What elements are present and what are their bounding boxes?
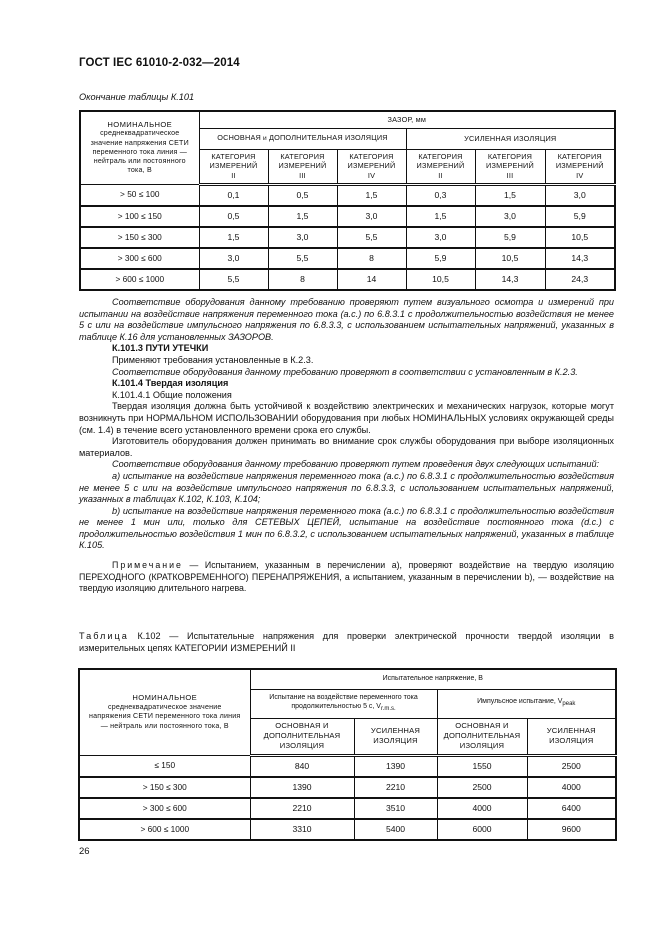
value-cell: 5,9: [406, 248, 475, 269]
subgroup-label: Испытание на воздействие переменного тока продолжительностью 5 с, V: [269, 693, 418, 710]
table-row: [80, 248, 615, 269]
subgroup-basic-supplementary: [199, 128, 406, 149]
value-cell: 1,5: [199, 227, 268, 248]
row-header-title: НОМИНАЛЬНОЕ: [132, 692, 198, 702]
row-header-title: НОМИНАЛЬНОЕ: [107, 120, 173, 130]
table-title-label: Таблица: [79, 631, 129, 641]
table-row: [80, 227, 615, 248]
value-cell: 14,3: [475, 269, 545, 290]
section-heading-k1013: К.101.3 ПУТИ УТЕЧКИ: [112, 343, 209, 354]
list-item-a: a) испытание на воздействие напряжения переменного тока (a.c.) по 6.8.3.1 с продолжительностью воздействия не менее 5 с или на воздействие импульсного напряжения по 6.8.3.3, с использованием испытательных напряжений, указанных в таблицах К.102, К.103, К.104;: [79, 470, 614, 505]
value-cell: 3,0: [475, 206, 545, 227]
group-header-clearance: ЗАЗОР, мм: [199, 111, 615, 128]
column-header: ОСНОВНАЯ И ДОПОЛНИТЕЛЬНАЯ ИЗОЛЯЦИЯ: [437, 718, 527, 755]
paragraph-manufacturer: Изготовитель оборудования должен принимать во внимание срок службы оборудования при выборе изоляционных материалов.: [79, 436, 614, 458]
value-cell: 1390: [354, 755, 437, 777]
table-k101: [79, 110, 616, 291]
table-row: [79, 819, 616, 840]
value-cell: 5,9: [475, 227, 545, 248]
value-cell: 0,5: [268, 184, 337, 206]
value-cell: 8: [337, 248, 406, 269]
column-header: КАТЕГОРИЯ ИЗМЕРЕНИЙ II: [199, 149, 268, 184]
column-header: ОСНОВНАЯ И ДОПОЛНИТЕЛЬНАЯ ИЗОЛЯЦИЯ: [250, 718, 354, 755]
table-row: [79, 777, 616, 798]
column-header: КАТЕГОРИЯ ИЗМЕРЕНИЙ II: [406, 149, 475, 184]
table-k102: [78, 668, 617, 841]
row-header-description: среднеквадратическое значение напряжения СЕТИ переменного тока линия — нейтраль или постоянного тока, В: [89, 702, 241, 731]
page-number: 26: [79, 846, 90, 857]
column-header: КАТЕГОРИЯ ИЗМЕРЕНИЙ IV: [337, 149, 406, 184]
section-heading-k1014: К.101.4 Твердая изоляция: [112, 378, 229, 389]
column-header: КАТЕГОРИЯ ИЗМЕРЕНИЙ III: [268, 149, 337, 184]
value-cell: 0,3: [406, 184, 475, 206]
value-cell: 5,5: [199, 269, 268, 290]
value-cell: 10,5: [545, 227, 615, 248]
voltage-cell: > 50 ≤ 100: [80, 184, 199, 206]
table-row: [80, 184, 615, 206]
subgroup-reinforced: УСИЛЕННАЯ ИЗОЛЯЦИЯ: [406, 128, 615, 149]
value-cell: 0,1: [199, 184, 268, 206]
body-text: [79, 297, 614, 595]
paragraph-requirements: Применяют требования установленные в К.2.3.: [112, 354, 314, 365]
table-row: [80, 269, 615, 290]
value-cell: 1,5: [268, 206, 337, 227]
value-cell: 10,5: [406, 269, 475, 290]
value-cell: 2210: [250, 798, 354, 819]
voltage-cell: > 100 ≤ 150: [80, 206, 199, 227]
subgroup-subscript: peak: [562, 701, 576, 708]
voltage-cell: > 300 ≤ 600: [79, 798, 250, 819]
value-cell: 2500: [437, 777, 527, 798]
value-cell: 14: [337, 269, 406, 290]
table-title-text: К.102 — Испытательные напряжения для проверки электрической прочности твердой изоляции в измерительных цепях КАТЕГОРИИ ИЗМЕРЕНИЙ II: [79, 631, 614, 653]
voltage-cell: > 300 ≤ 600: [80, 248, 199, 269]
value-cell: 9600: [527, 819, 616, 840]
value-cell: 1390: [250, 777, 354, 798]
value-cell: 6000: [437, 819, 527, 840]
value-cell: 14,3: [545, 248, 615, 269]
section-heading-k10141: К.101.4.1 Общие положения: [112, 389, 232, 400]
value-cell: 8: [268, 269, 337, 290]
value-cell: 1,5: [337, 184, 406, 206]
value-cell: 5,5: [268, 248, 337, 269]
value-cell: 5,5: [337, 227, 406, 248]
subgroup-subscript: r.m.s.: [380, 705, 396, 712]
voltage-cell: > 150 ≤ 300: [80, 227, 199, 248]
value-cell: 3,0: [545, 184, 615, 206]
value-cell: 3,0: [199, 248, 268, 269]
value-cell: 840: [250, 755, 354, 777]
subgroup-label: ОСНОВНАЯ: [217, 133, 261, 143]
voltage-cell: ≤ 150: [79, 755, 250, 777]
voltage-cell: > 600 ≤ 1000: [79, 819, 250, 840]
note-label: Примечание: [112, 560, 183, 571]
list-item-b: b) испытание на воздействие напряжения переменного тока (a.c.) по 6.8.3.1 с продолжительностью воздействия не менее 1 мин или, только для СЕТЕВЫХ ЦЕПЕЙ, испытание на воздействие постоянного тока (d.c.) с продолжительностью воздействия 1 мин по 6.8.3.2, с использованием испытательных напряжений, указанных в таблице К.105.: [79, 505, 614, 551]
subgroup-label-rest: ДОПОЛНИТЕЛЬНАЯ ИЗОЛЯЦИЯ: [268, 133, 388, 143]
column-header: УСИЛЕННАЯ ИЗОЛЯЦИЯ: [527, 718, 616, 755]
value-cell: 3,0: [268, 227, 337, 248]
note: [79, 560, 614, 595]
value-cell: 2500: [527, 755, 616, 777]
value-cell: 0,5: [199, 206, 268, 227]
value-cell: 1,5: [475, 184, 545, 206]
value-cell: 2210: [354, 777, 437, 798]
row-header-cell: [80, 111, 199, 184]
table-k102-title: [79, 631, 614, 654]
value-cell: 1,5: [406, 206, 475, 227]
note-text: — Испытанием, указанным в перечислении а), проверяют воздействие на твердую изоляцию ПЕРЕХОДНОГО (КРАТКОВРЕМЕННОГО) ПЕРЕНАПРЯЖЕНИЯ, а испытанием, указанным в перечислении b), — воздействие на твердую изоляцию длительного нагрева.: [79, 560, 614, 594]
value-cell: 3510: [354, 798, 437, 819]
document-title: ГОСТ IEC 61010-2-032—2014: [79, 57, 240, 69]
value-cell: 5400: [354, 819, 437, 840]
column-header: КАТЕГОРИЯ ИЗМЕРЕНИЙ IV: [545, 149, 615, 184]
value-cell: 3,0: [406, 227, 475, 248]
value-cell: 6400: [527, 798, 616, 819]
paragraph-solid-insulation: Твердая изоляция должна быть устойчивой к воздействию электрических и механических нагрузок, которые могут возникнуть при НОРМАЛЬНОМ ИСПОЛЬЗОВАНИИ оборудования при любых НОМИНАЛЬНЫХ условиях окружающей среды (см. 1.4) в течение всего установленного времени срока его службы.: [79, 401, 614, 435]
value-cell: 10,5: [475, 248, 545, 269]
table-k101-caption: Окончание таблицы К.101: [79, 92, 195, 102]
value-cell: 4000: [437, 798, 527, 819]
group-header-test-voltage: Испытательное напряжение, В: [250, 669, 616, 689]
subgroup-label: Импульсное испытание, V: [477, 698, 563, 706]
subgroup-impulse-test: [437, 689, 616, 718]
value-cell: 4000: [527, 777, 616, 798]
value-cell: 24,3: [545, 269, 615, 290]
subgroup-ac-test: [250, 689, 437, 718]
voltage-cell: > 600 ≤ 1000: [80, 269, 199, 290]
table-row: [80, 206, 615, 227]
row-header-cell: [79, 669, 250, 755]
subgroup-label-conj: и: [260, 135, 269, 143]
voltage-cell: > 150 ≤ 300: [79, 777, 250, 798]
table-row: [79, 755, 616, 777]
paragraph-compliance-tests: Соответствие оборудования данному требованию проверяют путем проведения двух следующих испытаний:: [112, 459, 600, 470]
value-cell: 3,0: [337, 206, 406, 227]
column-header: УСИЛЕННАЯ ИЗОЛЯЦИЯ: [354, 718, 437, 755]
paragraph-compliance-clearance: Соответствие оборудования данному требованию проверяют путем визуального осмотра и измерений при испытании на воздействие напряжения переменного тока (a.c.) по 6.8.3.1 с продолжительностью воздействия не менее 5 с или на воздействие импульсного напряжения по 6.8.3.3, с использованием испытательных напряжений, указанных в таблице К.16 для установленных ЗАЗОРОВ.: [79, 297, 614, 342]
value-cell: 5,9: [545, 206, 615, 227]
value-cell: 3310: [250, 819, 354, 840]
column-header: КАТЕГОРИЯ ИЗМЕРЕНИЙ III: [475, 149, 545, 184]
value-cell: 1550: [437, 755, 527, 777]
row-header-description: среднеквадратическое значение напряжения СЕТИ переменного тока линия — нейтраль или постоянного тока, В: [90, 129, 189, 175]
table-row: [79, 798, 616, 819]
paragraph-compliance-creepage: Соответствие оборудования данному требованию проверяют в соответствии с установленным в К.2.3.: [112, 366, 578, 377]
